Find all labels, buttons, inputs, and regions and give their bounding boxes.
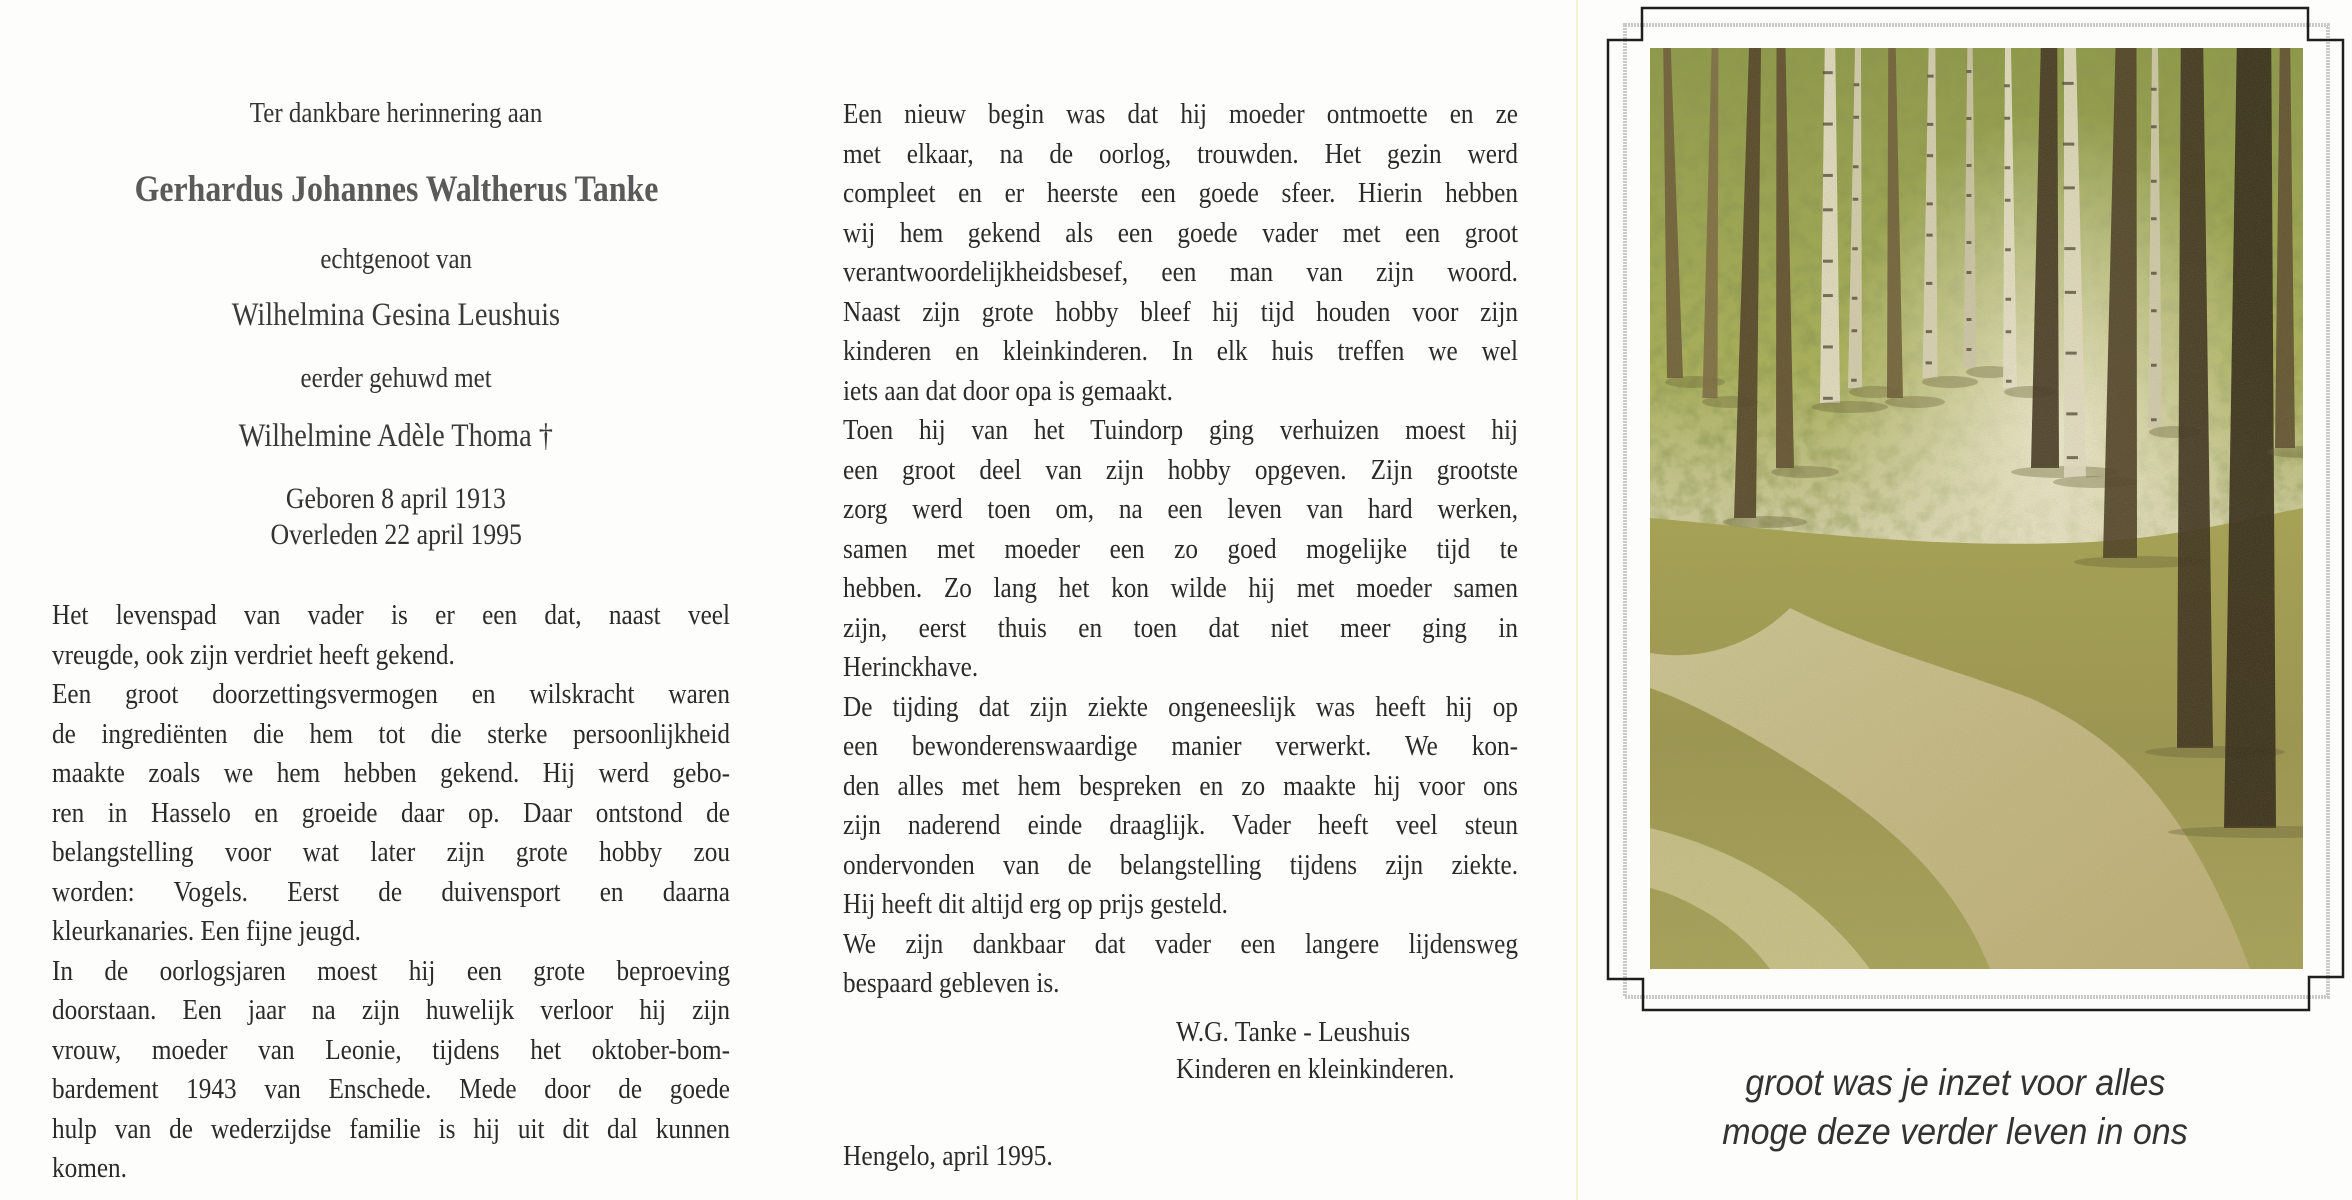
text-line: zijn, eerst thuis en toen dat niet meer ging in (843, 611, 1518, 644)
signature-name: W.G. Tanke - Leushuis (1176, 1016, 1411, 1048)
text-line: vrouw, moeder van Leonie, tijdens het oktober-bom- (52, 1033, 731, 1066)
text-line: Een groot doorzettingsvermogen en wilskracht waren (52, 678, 731, 710)
signature-family: Kinderen en kleinkinderen. (1176, 1053, 1455, 1085)
death-date-text: Overleden 22 april 1995 (270, 518, 522, 551)
text-line: hulp van de wederzijdse familie is hij uit dit dal kunnen (52, 1112, 731, 1145)
text-line: bardement 1943 van Enschede. Mede door de goede (52, 1073, 730, 1105)
text-line: compleet en er heerste een goede sfeer. Hierin hebben (843, 177, 1518, 209)
previous-marriage-label-text: eerder gehuwd met (300, 362, 492, 394)
text-line: Naast zijn grote hobby bleef hij tijd houden voor zijn (843, 295, 1519, 328)
text-line: komen. (52, 1152, 127, 1184)
text-line: Hij heeft dit altijd erg op prijs gesteld. (843, 888, 1228, 920)
text-line: ren in Hasselo en groeide daar op. Daar ontstond de (52, 796, 731, 829)
text-line: zijn naderend einde draaglijk. Vader heeft veel steun (843, 809, 1518, 841)
verse-line-2-text: moge deze verder leven in ons (1722, 1111, 2188, 1152)
text-line: iets aan dat door opa is gemaakt. (843, 374, 1173, 407)
text-line: worden: Vogels. Eerst de duivensport en daarna (52, 875, 730, 908)
verse-line-2 (1600, 1111, 2310, 1153)
text-line: Het levenspad van vader is er een dat, naast veel (52, 599, 731, 631)
text-line: De tijding dat zijn ziekte ongeneeslijk was heeft hij op (843, 690, 1518, 723)
text-line: hebben. Zo lang het kon wilde hij met moeder samen (843, 572, 1518, 604)
text-line: samen met moeder een zo goed mogelijke tijd te (843, 532, 1518, 565)
deceased-name-text: Gerhardus Johannes Waltherus Tanke (134, 169, 658, 210)
birth-date-text: Geboren 8 april 1913 (286, 482, 506, 515)
spouse-name-text: Wilhelmina Gesina Leushuis (231, 297, 561, 333)
spouse-label-text: echtgenoot van (320, 243, 472, 275)
verse-line-1-text: groot was je inzet voor alles (1744, 1062, 2166, 1103)
frame-grey-border (1625, 25, 2328, 997)
text-line: de ingrediënten die hem tot die sterke persoonlijkheid (52, 717, 731, 750)
text-line: Een nieuw begin was dat hij moeder ontmoette en ze (843, 98, 1518, 130)
text-line: kleurkanaries. Een fijne jeugd. (52, 915, 361, 947)
text-line: een groot deel van zijn hobby opgeven. Zijn grootste (843, 453, 1518, 486)
text-line: den alles met hem bespreken en zo maakte hij voor ons (843, 769, 1518, 802)
text-line: zorg werd toen om, na een leven van hard werken, (843, 493, 1518, 525)
text-line: bespaard gebleven is. (843, 967, 1060, 999)
text-line: verantwoordelijkheidsbesef, een man van zijn woord. (843, 256, 1518, 288)
place-date-text: Hengelo, april 1995. (843, 1140, 1053, 1172)
text-line: belangstelling voor wat later zijn grote hobby zou (52, 836, 730, 868)
frame-black-border (1608, 8, 2343, 1010)
text-line: wij hem gekend als een goede vader met een groot (843, 216, 1518, 249)
text-line: Herinckhave. (843, 651, 979, 683)
text-line: ondervonden van de belangstelling tijdens zijn ziekte. (843, 848, 1519, 881)
text-line: maakte zoals we hem hebben gekend. Hij werd gebo- (52, 757, 731, 789)
text-line: doorstaan. Een jaar na zijn huwelijk verloor hij zijn (52, 994, 731, 1026)
text-line: met elkaar, na de oorlog, trouwden. Het gezin werd (843, 137, 1518, 170)
text-line: We zijn dankbaar dat vader een langere lijdensweg (843, 927, 1518, 960)
previous-spouse-name-text: Wilhelmine Adèle Thoma † (238, 418, 554, 454)
verse-line-1 (1600, 1062, 2310, 1104)
text-line: een bewonderenswaardige manier verwerkt. We kon- (843, 730, 1518, 762)
text-line: vreugde, ook zijn verdriet heeft gekend. (52, 638, 455, 671)
text-line: In de oorlogsjaren moest hij een grote beproeving (52, 954, 731, 987)
intro-text: Ter dankbare herinnering aan (249, 97, 543, 129)
text-line: kinderen en kleinkinderen. In elk huis treffen we wel (843, 335, 1518, 367)
text-line: Toen hij van het Tuindorp ging verhuizen moest hij (843, 414, 1518, 446)
